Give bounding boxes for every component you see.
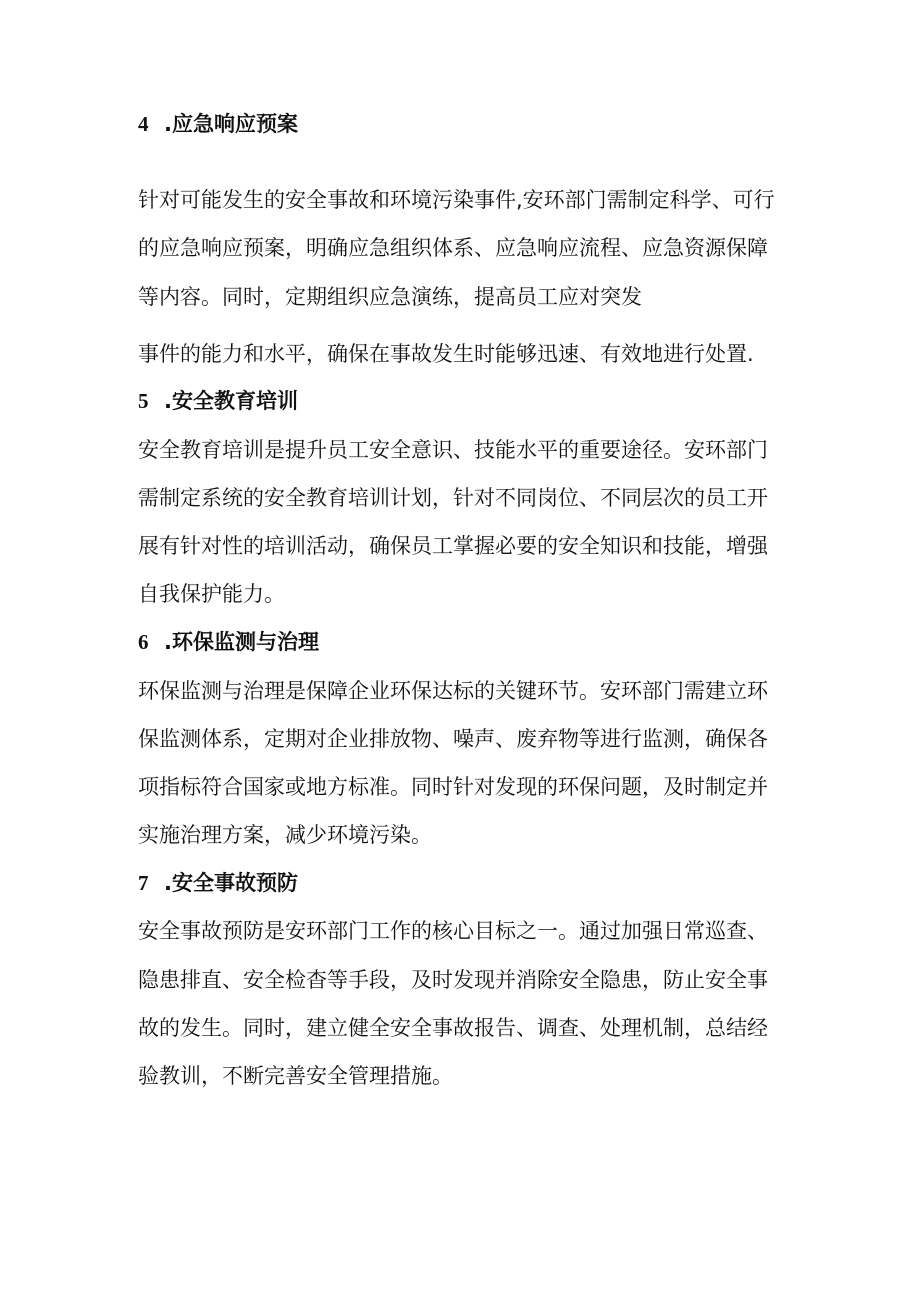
section-heading-7 <box>138 869 298 897</box>
paragraph-line: 安全事故预防是安环部门工作的核心目标之一。通过加强日常巡查、 <box>138 919 768 943</box>
section-heading-6 <box>138 628 319 656</box>
paragraph-line: 隐患排直、安全检杳等手段，及时发现并消除安全隐患，防止安全事 <box>138 968 768 992</box>
paragraph-line: 环保监测与治理是保障企业环保达标的关键环节。安环部门需建立环 <box>138 679 768 703</box>
section-title: .环保监测与治理 <box>164 630 319 654</box>
paragraph-line: 等内容。同时，定期组织应急演练，提高员工应对突发 <box>138 285 642 309</box>
paragraph-line: 实施治理方案，减少环境污染。 <box>138 823 432 847</box>
paragraph-line: 故的发生。同时，建立健全安全事故报告、调查、处理机制，总结经 <box>138 1016 768 1040</box>
paragraph-line: 安全教育培训是提升员工安全意识、技能水平的重要途径。安环部门 <box>138 438 768 462</box>
paragraph-line: 的应急响应预案，明确应急组织体系、应急响应流程、应急资源保障 <box>138 236 768 260</box>
paragraph-line: 展有针对性的培训活动，确保员工掌握必要的安全知识和技能，增强 <box>138 534 768 558</box>
paragraph-line: 验教训，不断完善安全管理措施。 <box>138 1064 453 1088</box>
paragraph-line: 需制定系统的安全教育培训计划，针对不同岗位、不同层次的员工开 <box>138 486 768 510</box>
section-title: .安全事故预防 <box>164 871 298 895</box>
section-number: 5 <box>138 389 149 413</box>
section-title: .安全教育培训 <box>164 389 298 413</box>
paragraph-line: 事件的能力和水平，确保在事故发生时能够迅速、有效地进行处置. <box>138 342 754 366</box>
section-heading-4 <box>138 110 298 138</box>
section-title: .应急响应预案 <box>164 112 298 136</box>
paragraph-line: 保监测体系，定期对企业排放物、噪声、废弃物等进行监测，确保各 <box>138 727 768 751</box>
paragraph-line: 自我保护能力。 <box>138 582 285 606</box>
section-number: 6 <box>138 630 149 654</box>
section-number: 4 <box>138 112 149 136</box>
section-number: 7 <box>138 871 149 895</box>
paragraph-line: 项指标符合国家或地方标准。同时针对发现的环保问题，及时制定并 <box>138 775 768 799</box>
paragraph-line: 针对可能发生的安全事故和环境污染事件,安环部门需制定科学、可行 <box>138 188 775 212</box>
section-heading-5 <box>138 387 298 415</box>
